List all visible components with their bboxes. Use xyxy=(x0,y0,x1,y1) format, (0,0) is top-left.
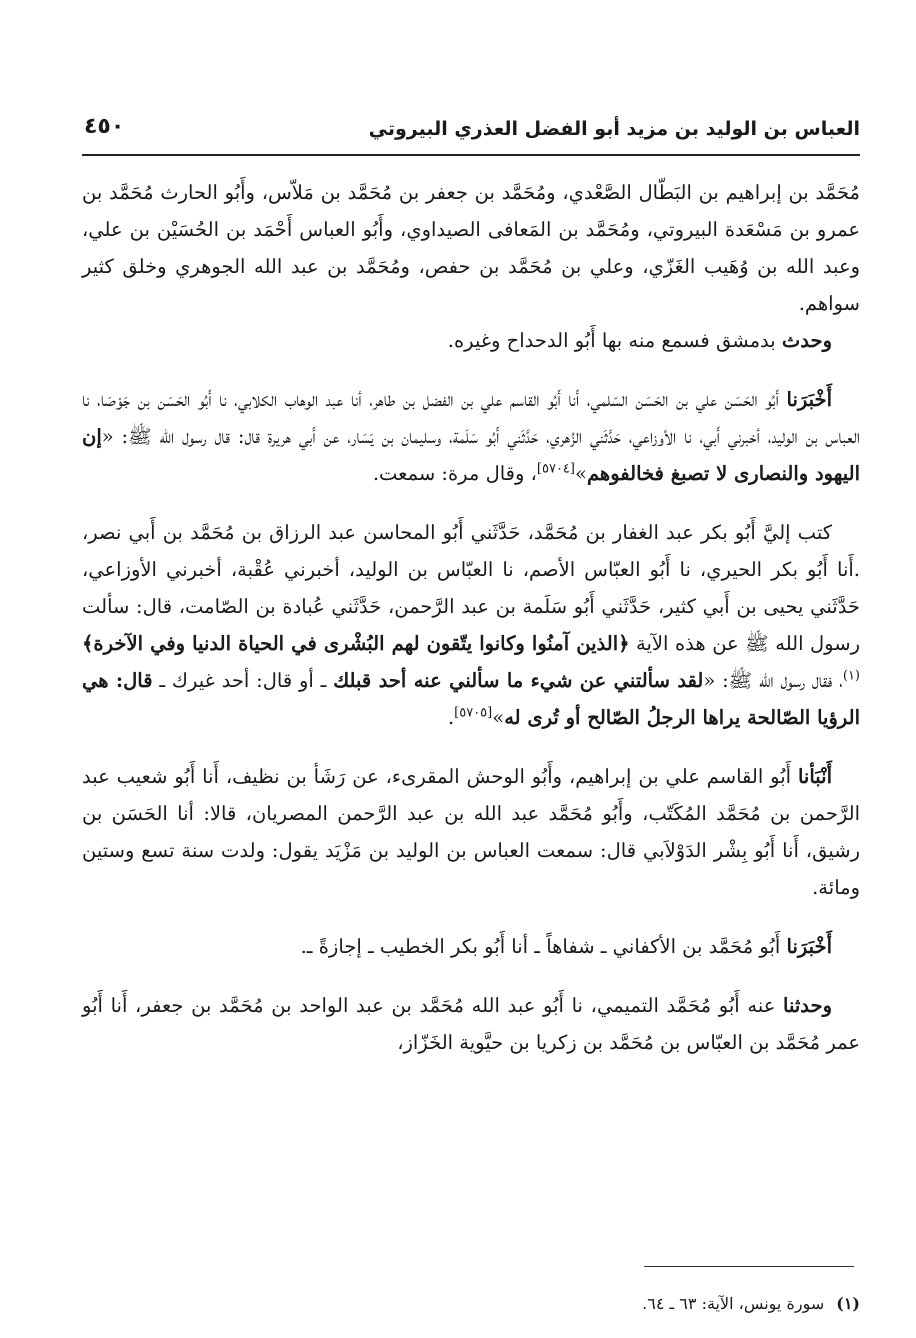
emphasis-text: ﴿الذين آمنُوا وكانوا يتّقون لهم البُشْرى في الحياة الدنيا وفي الآخرة﴾ xyxy=(82,632,630,655)
footnote-rule xyxy=(644,1266,854,1267)
emphasis-text: وحدثنا xyxy=(783,994,832,1017)
text-run: كتب إليَّ أَبُو بكر عبد الغفار بن مُحَمَّد، حَدَّثَني أَبُو المحاسن عبد الرزاق بن مُحَمَّد بن أَبي نصر، .أَنا أَبُو بكر الحيري، نا أَبُو العبّاس الأصم، نا العبّاس بن الوليد، أخبرني عُقْبة، أخبرني الأوزاعي، حَدَّثَني يحيى بن أَبي كثير، حَدَّثَني أَبُو سَلَمة بن عبد الرَّحمن، حَدَّثَني عُبادة بن الصّامت، قال: سألت رسول الله ﷺ عن هذه الآية xyxy=(82,521,861,655)
text-run: مُحَمَّد بن إبراهيم بن البَطّال الصَّعْدي، ومُحَمَّد بن جعفر بن مُحَمَّد بن مَلاّس، وأَبُو الحارث مُحَمَّد بن عمرو بن مَسْعَدة البيروتي، ومُحَمَّد بن المَعافى الصيداوي، وأَبُو العباس أَحْمَد بن الحُسَيْن بن علي، وعبد الله بن وُهَيب الغَزّي، وعلي بن مُحَمَّد بن حفص، ومُحَمَّد بن عبد الله الجوهري وخلق كثير سواهم. xyxy=(82,181,860,315)
paragraph xyxy=(82,987,860,1061)
paragraph xyxy=(82,928,860,965)
paragraph xyxy=(82,174,860,322)
text-run: . xyxy=(447,706,455,729)
paragraph xyxy=(82,381,860,492)
paragraph-gap xyxy=(82,736,860,758)
page-number: ٤٥٠ xyxy=(84,114,125,139)
emphasis-text: قال: هي الرؤيا الصّالحة يراها الرجلُ الصّالح أو تُرى له xyxy=(82,669,860,729)
text-run: أَبُو الحَسَن علي بن الحَسَن السّلمي، أَنا أَبُو القاسم علي بن الفضل بن طاهر، أنا عبد الوهاب الكلابي، نا أَبُو الحَسَن بن جَوْصَا، نا العباس بن الوليد، أخبرني أَبي، نا الأوزاعي، حَدَّثَني الزُهري، حَدَّثَني أَبُو سَلَمة، وسليمان بن يَسَار، عن أَبي هريرة قال: قال رسول الله ﷺ: « xyxy=(82,388,860,448)
text-run: عنه أَبُو مُحَمَّد التميمي، نا أَبُو عبد الله مُحَمَّد بن عبد الواحد بن مُحَمَّد بن جعفر، أَنا أَبُو عمر مُحَمَّد بن العبّاس بن مُحَمَّد بن زكريا بن حيَّوية الخَزّاز، xyxy=(82,994,860,1054)
paragraph xyxy=(82,758,860,906)
emphasis-text: لقد سألتني عن شيء ما سألني عنه أحد قبلك xyxy=(333,669,704,692)
text-run: بدمشق فسمع منه بها أَبُو الدحداح وغيره. xyxy=(447,329,782,352)
text-run: ، وقال مرة: سمعت. xyxy=(372,462,537,485)
text-run: » xyxy=(575,462,587,485)
text-run: ـ أو قال: أحد غيرك ـ xyxy=(152,669,334,692)
paragraph xyxy=(82,514,860,736)
paragraph xyxy=(82,322,860,359)
footnote xyxy=(82,1292,860,1316)
reference-mark: (١) xyxy=(842,668,860,684)
emphasis-text: أَخْبَرَنا xyxy=(786,388,832,411)
paragraph-gap xyxy=(82,906,860,928)
paragraph-gap xyxy=(82,492,860,514)
header-rule xyxy=(82,154,860,156)
emphasis-text: أَخْبَرَنا xyxy=(786,935,832,958)
reference-mark: [٥٧٠٥] xyxy=(454,705,493,721)
emphasis-text: وحدث xyxy=(781,329,832,352)
footnote-number: (١) xyxy=(836,1294,860,1313)
reference-mark: [٥٧٠٤] xyxy=(536,461,575,477)
running-title: العباس بن الوليد بن مزيد أبو الفضل العذري البيروتي xyxy=(368,118,860,140)
text-run: أَبُو مُحَمَّد بن الأكفاني ـ شفاهاً ـ أنا أَبُو بكر الخطيب ـ إجازةً ـ. xyxy=(300,935,787,958)
text-run: أَبُو القاسم علي بن إبراهيم، وأَبُو الوحش المقرىء، عن رَشَأ بن نظيف، أَنا أَبُو شعيب عبد الرَّحمن بن مُحَمَّد المُكَتّب، وأَبُو مُحَمَّد عبد الله بن عبد الرَّحمن المصريان، قالا: أنا الحَسَن بن رشيق، أَنا أَبُو بِشْر الدَوْلاَبي قال: سمعت العباس بن الوليد بن مَزْيَد يقول: ولدت سنة تسع وستين ومائة. xyxy=(82,765,860,899)
paragraph-gap xyxy=(82,965,860,987)
emphasis-text: أَنْبَأنا xyxy=(797,765,832,788)
body-text xyxy=(82,174,860,1061)
footnote-text: سورة يونس، الآية: ٦٣ ـ ٦٤. xyxy=(642,1294,825,1313)
emphasis-text: إن اليهود والنصارى لا تصبغ فخالفوهم xyxy=(82,425,860,485)
page-header xyxy=(82,112,860,152)
paragraph-gap xyxy=(82,359,860,381)
text-run: ، فقال رسول الله ﷺ: « xyxy=(703,669,843,692)
text-run: » xyxy=(492,706,505,729)
